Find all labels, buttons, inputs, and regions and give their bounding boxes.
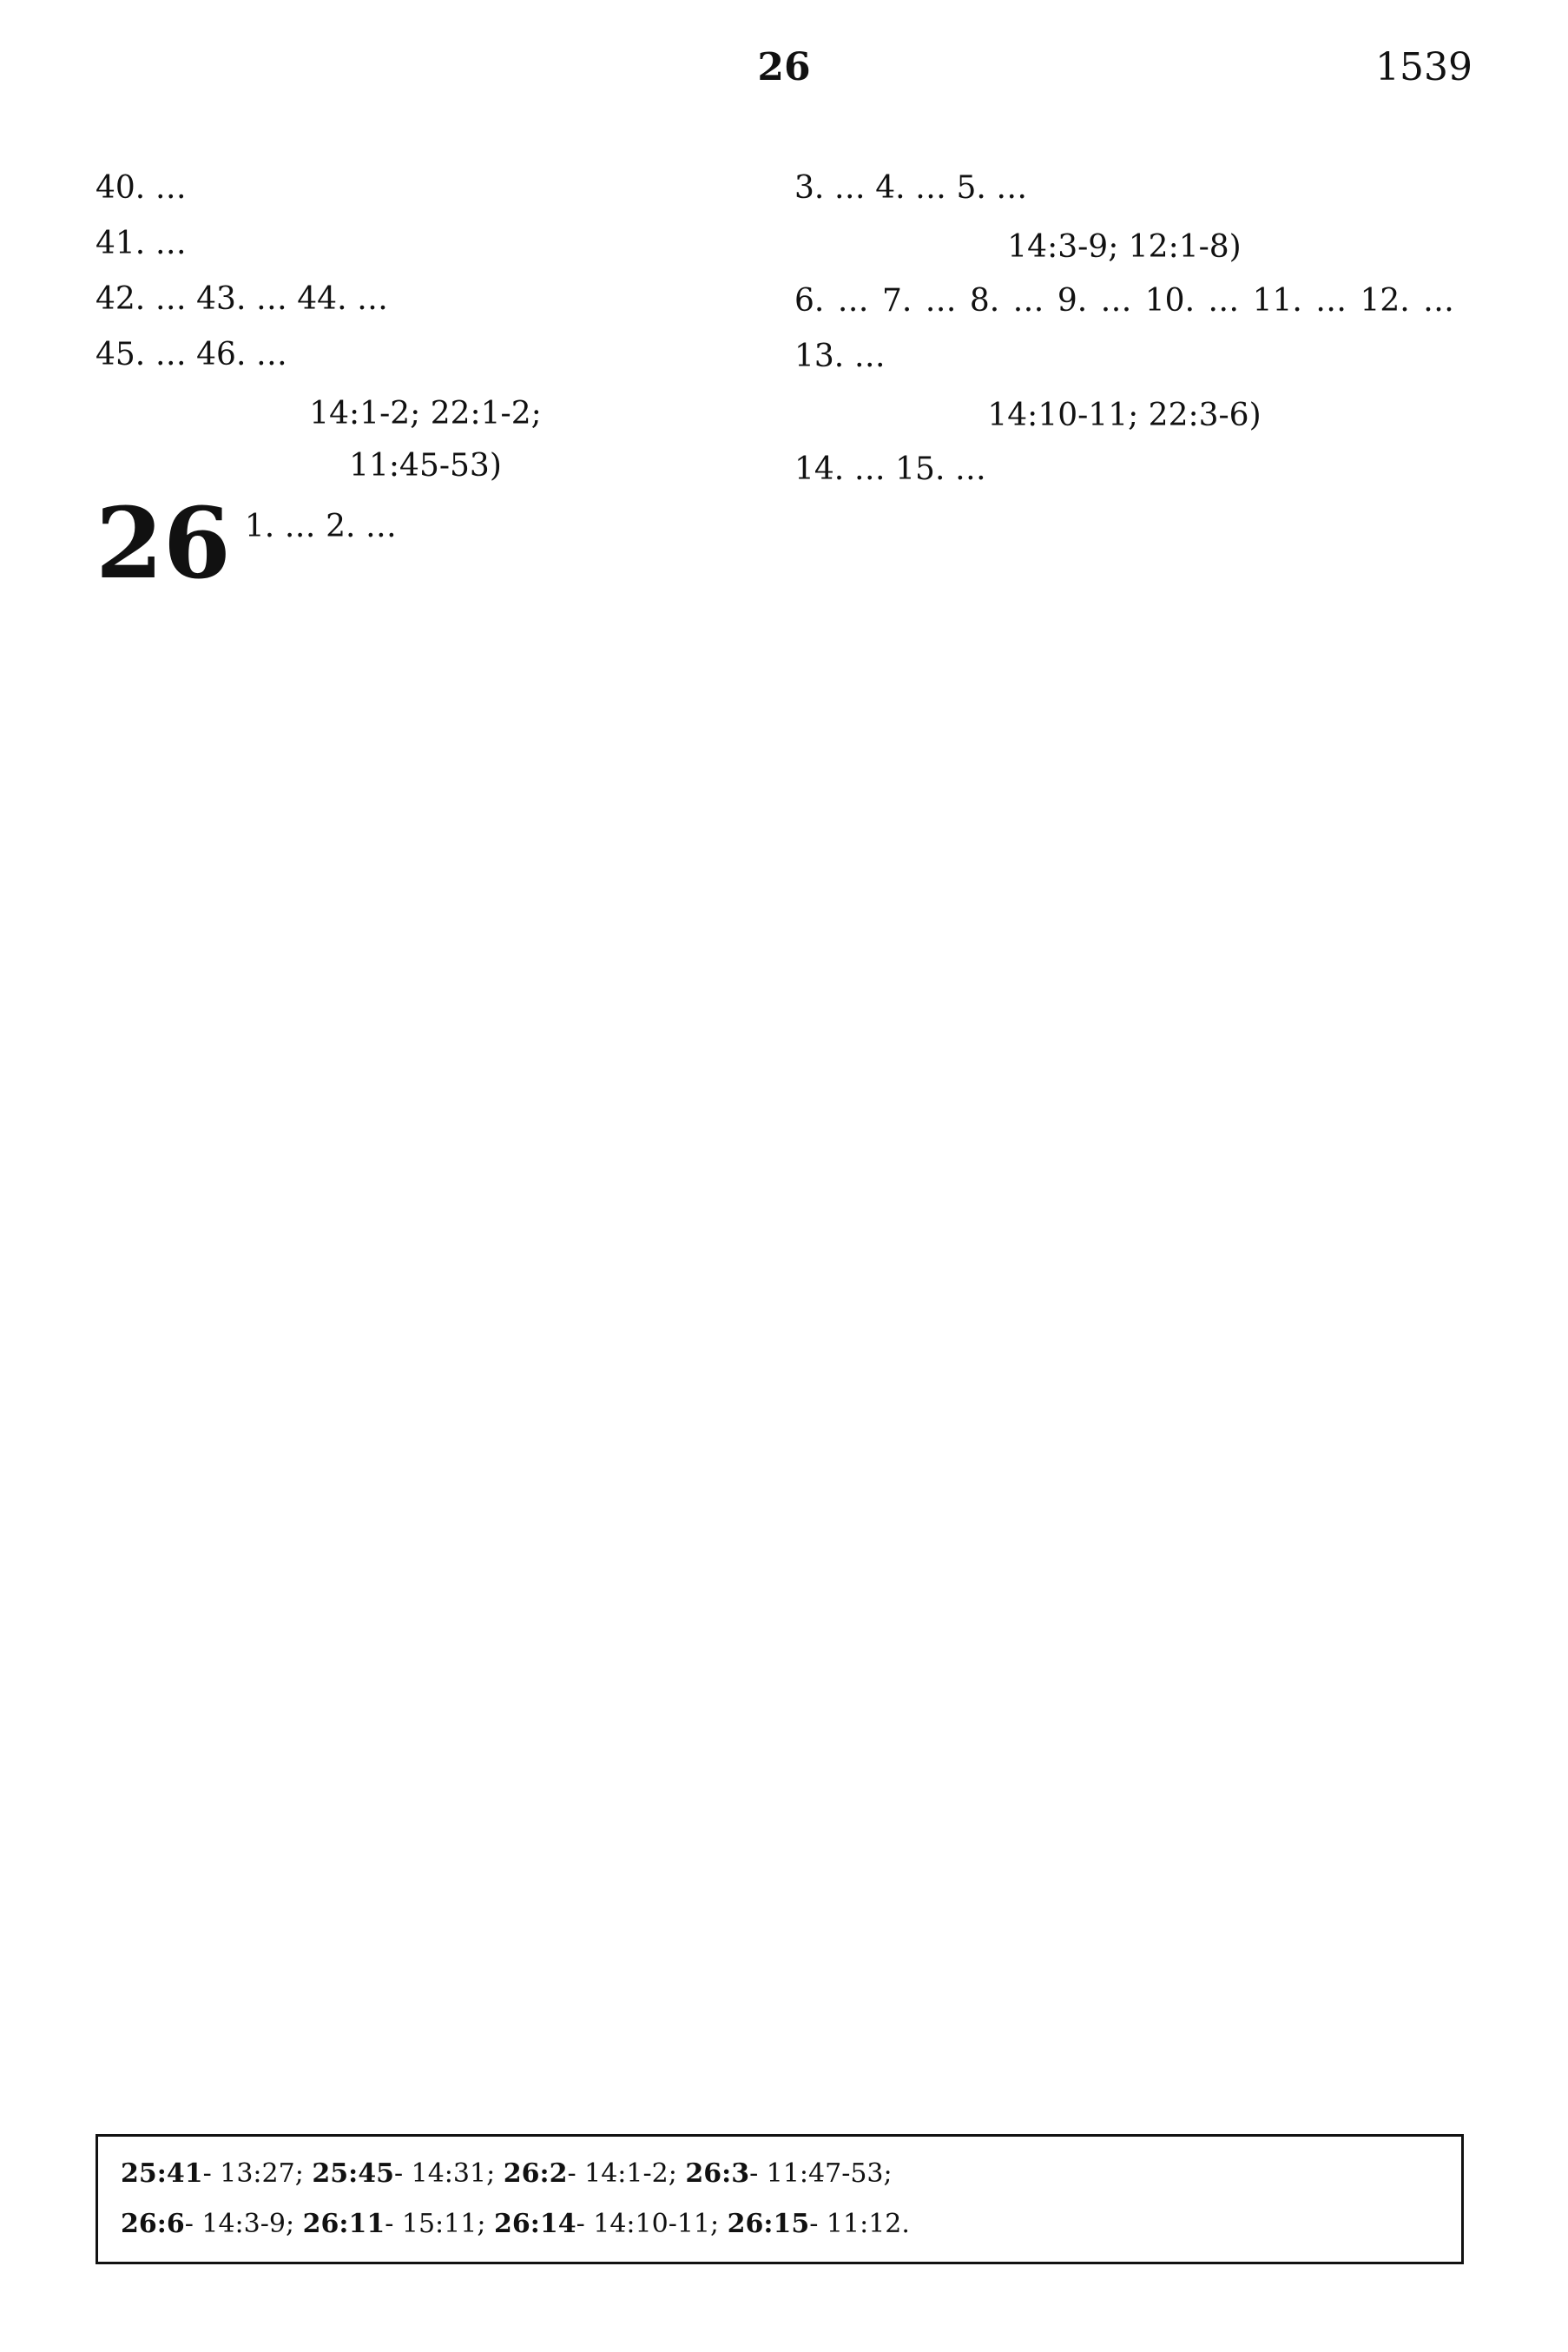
footnote-key: 26:15 (727, 2209, 810, 2239)
verse-paragraph-3-5: 3. … 4. … 5. … (794, 170, 1028, 206)
footnote-key: 25:41 (121, 2158, 203, 2189)
footnote-text: - 13:27; (202, 2158, 304, 2189)
section-cross-reference (96, 388, 755, 492)
cross-reference-line-1: 14:1-2; 22:1-2; (309, 396, 542, 432)
verse-paragraph-40: 40. … (96, 170, 187, 206)
page-header (96, 45, 1472, 106)
footnote-key: 26:14 (494, 2209, 576, 2239)
footnote-key: 26:6 (121, 2209, 185, 2239)
footnote-text: - 15:11; (385, 2209, 486, 2239)
footnote-text: - 14:31; (393, 2158, 496, 2189)
left-column (96, 161, 755, 601)
chapter-start (96, 487, 755, 601)
verse-paragraph-45-46: 45. … 46. … (96, 337, 287, 372)
verse-paragraph-14-15: 14. … 15. … (794, 451, 986, 487)
page-number: 1539 (1375, 45, 1472, 89)
footnote-text: - 14:3-9; (184, 2209, 295, 2239)
chapter-title: 26 (757, 45, 811, 89)
chapter-opening-text: 1. … 2. … (244, 509, 397, 544)
footnote-key: 25:45 (312, 2158, 394, 2189)
verse-paragraph-42-44: 42. … 43. … 44. … (96, 281, 388, 317)
footnote-references-box (96, 2134, 1464, 2264)
verse-paragraph-6-13: 6. … 7. … 8. … 9. … 10. … 11. … 12. … 13. … (794, 283, 1454, 374)
footnote-key: 26:11 (302, 2209, 385, 2239)
footnote-line-2 (121, 2199, 1439, 2250)
verse-paragraph-41: 41. … (96, 226, 187, 261)
footnote-text: - 11:47-53; (749, 2158, 893, 2189)
section-cross-reference: 14:10-11; 22:3-6) (987, 398, 1262, 433)
footnote-key: 26:2 (503, 2158, 568, 2189)
section-cross-reference: 14:3-9; 12:1-8) (1007, 229, 1242, 265)
chapter-drop-number: 26 (96, 487, 231, 601)
footnote-text: - 14:1-2; (567, 2158, 677, 2189)
footnote-key: 26:3 (685, 2158, 750, 2189)
footnote-line-1 (121, 2149, 1439, 2199)
cross-reference-line-2: 11:45-53) (349, 448, 502, 484)
footnote-text: - 14:10-11; (576, 2209, 720, 2239)
right-column (794, 161, 1454, 497)
footnote-text: - 11:12. (809, 2209, 910, 2239)
